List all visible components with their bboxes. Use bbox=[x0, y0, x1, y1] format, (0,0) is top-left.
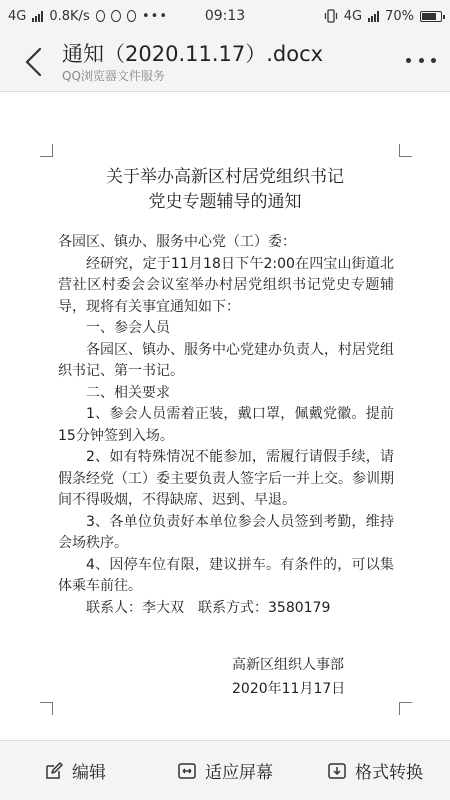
page-corner-mark bbox=[399, 144, 412, 157]
network-speed: 0.8K/s bbox=[49, 8, 90, 24]
status-time: 09:13 bbox=[204, 8, 246, 24]
fit-screen-button[interactable] bbox=[150, 758, 300, 783]
signal-icon bbox=[32, 11, 43, 22]
signature-date: 2020年11月17日 bbox=[232, 681, 346, 697]
network-type-right: 4G bbox=[343, 8, 363, 24]
app-notification-icon bbox=[96, 10, 105, 22]
qq-notification-icon bbox=[111, 10, 120, 22]
paragraph: 经研究，定于11月18日下午2:00在四宝山街道北营社区村委会会议室举办村居党组织书记党史专题辅导，现将有关事宜通知如下： bbox=[58, 255, 394, 315]
vibrate-icon bbox=[324, 9, 338, 23]
signal-strength-icon bbox=[368, 11, 379, 22]
network-type-left: 4G bbox=[8, 8, 27, 24]
more-options-button[interactable] bbox=[406, 50, 436, 70]
page-corner-mark bbox=[40, 144, 53, 157]
back-arrow-icon bbox=[18, 44, 54, 80]
document-body bbox=[58, 232, 394, 619]
paragraph: 2、如有特殊情况不能参加，需履行请假手续，请假条经党（工）委主要负责人签字后一并上交。参训期间不得吸烟，不得缺席、迟到、早退。 bbox=[58, 449, 394, 508]
contact-line: 联系人：李大双 联系方式：3580179 bbox=[86, 599, 331, 616]
battery-percent: 70% bbox=[385, 8, 414, 24]
edit-icon bbox=[44, 761, 64, 781]
edit-label: 编辑 bbox=[72, 763, 106, 783]
format-convert-label: 格式转换 bbox=[355, 763, 423, 783]
fit-screen-icon bbox=[177, 761, 197, 781]
document-heading-line1: 关于举办高新区村居党组织书记 bbox=[106, 167, 344, 187]
more-notifications-icon: ••• bbox=[141, 8, 168, 24]
document-source: QQ浏览器文件服务 bbox=[62, 69, 165, 83]
paragraph: 3、各单位负责好本单位参会人员签到考勤，维持会场秩序。 bbox=[58, 513, 394, 551]
fit-screen-label: 适应屏幕 bbox=[205, 763, 273, 783]
paragraph: 4、因停车位有限，建议拼车。有条件的，可以集体乘车前往。 bbox=[58, 556, 394, 594]
bottom-toolbar bbox=[0, 740, 450, 800]
document-heading-line2: 党史专题辅导的通知 bbox=[148, 192, 302, 212]
paragraph: 1、参会人员需着正装，戴口罩，佩戴党徽。提前15分钟签到入场。 bbox=[58, 406, 394, 444]
format-convert-button[interactable] bbox=[300, 758, 450, 783]
edit-button[interactable] bbox=[0, 758, 150, 783]
more-dots-icon bbox=[406, 58, 411, 63]
document-title: 通知（2020.11.17）.docx bbox=[62, 42, 324, 66]
format-convert-icon bbox=[327, 761, 347, 781]
status-bar bbox=[0, 0, 450, 32]
signature-organization: 高新区组织人事部 bbox=[232, 657, 344, 673]
battery-icon bbox=[420, 11, 442, 22]
paragraph: 一、参会人员 bbox=[86, 320, 170, 336]
document-page[interactable] bbox=[0, 92, 450, 740]
page-corner-mark bbox=[399, 702, 412, 715]
page-corner-mark bbox=[40, 702, 53, 715]
paragraph: 各园区、镇办、服务中心党建办负责人，村居党组织书记、第一书记。 bbox=[58, 341, 394, 379]
back-button[interactable] bbox=[18, 44, 54, 80]
paragraph: 二、相关要求 bbox=[86, 384, 170, 401]
title-bar bbox=[0, 32, 450, 92]
message-notification-icon bbox=[127, 10, 136, 22]
salutation: 各园区、镇办、服务中心党（工）委： bbox=[58, 234, 296, 250]
